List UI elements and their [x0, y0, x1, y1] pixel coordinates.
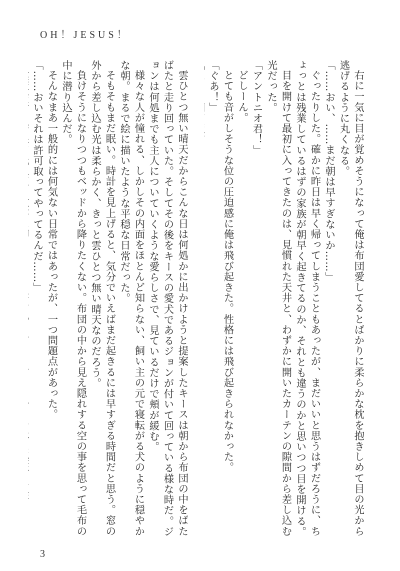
paragraph: 負けそうになりつつもベッドから降りたくない。布団の中から見え隠れする空の事を思って毛布の中に潜り込んだ。 [60, 60, 86, 537]
dialogue-line: 「ぐあ！」 [207, 60, 218, 113]
dialogue-line [204, 60, 205, 538]
paragraph: 目を開けて最初に入ってきたのは、見慣れた天井と、わずかに開いたカーテンの隙間から差し込む光だった。 [265, 60, 291, 537]
paragraph: とても音がしそうな位の圧迫感に俺は飛び起きた。性格には飛び起きられなかった。 [221, 70, 233, 473]
paragraph: 様々な人が憧れる、しかしその内面をほとんど知らない、飼い主の元で寝転がる犬のように穏やかな朝。まるで絵に描いたような平穏な日常だった。 [118, 60, 144, 537]
paragraph: そもそもまだ眠い。時計を見上げると、気分でいえばまだ起きるには早すぎる時間だと思う。窓の外から差し込む光は柔らかく、きっと雲ひとつ無い晴天なのだろう。 [89, 60, 115, 537]
paragraph: どしーん。 [236, 70, 247, 124]
running-header-title: OH！JESUS！ [40, 30, 130, 41]
text-column-block-right [204, 60, 364, 538]
paragraph: 右に一気に目が覚めそうになって俺は布団愛してるとばかりに柔らかな枕を抱きしめて目の光から逃げるように丸くなる。 [337, 60, 363, 537]
dialogue-line: 「アントニオ君！」 [250, 60, 262, 156]
page-number: 3 [40, 549, 45, 560]
text-column-block-left [28, 60, 188, 538]
paragraph: 雲ひとつ無い晴天だからこんな日は何処かに出かけようと提案したキースは朝から布団の中をばたばたと走り回っていた。そしてその後をキースの愛犬であるジョンが付いて回っている様な時だ。ジョンは何処までも主人についていくような愛らしさで、見ているだけで頬が緩む。 [147, 60, 187, 537]
dialogue-line: 「……おい、……まだ朝は早すぎないか……」 [323, 60, 334, 283]
dialogue-line: 「……おいそれは許可取ってやってるんだ……」 [31, 60, 42, 294]
paragraph: そんなまあ一般的には何気ない日常ではあったが、一つ問題点があった。 [45, 70, 57, 420]
paragraph: ぐったりした。確かに昨日は早く帰ってしまうこともあったが、まだいいと思うはずだろうに、ちょっとは残業しているはずの家族が朝早く起きてるのか、それとも違うのかと思いつつ目を開ける。 [294, 60, 320, 537]
paragraph [28, 60, 29, 538]
